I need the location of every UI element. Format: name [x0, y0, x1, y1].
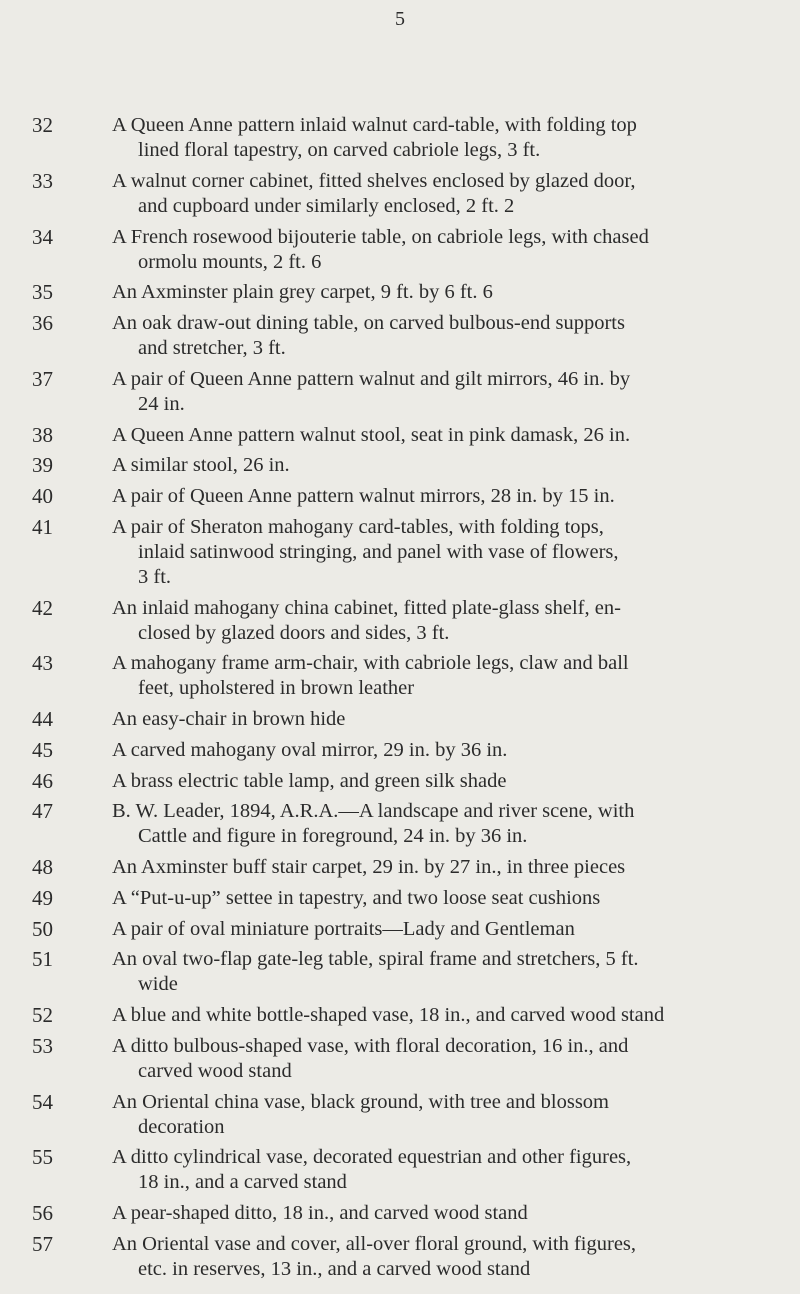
- lot-description: A French rosewood bijouterie table, on cabriole legs, with chased ormolu mounts, 2 ft. 6: [112, 225, 649, 273]
- lot-number: 40: [32, 484, 53, 509]
- lot-number: 36: [32, 311, 53, 336]
- lot-description: A pair of oval miniature portraits—Lady and Gentleman: [112, 917, 575, 940]
- lot-description: A similar stool, 26 in.: [112, 454, 290, 477]
- lot-number: 56: [32, 1201, 53, 1226]
- lot-number: 50: [32, 916, 53, 941]
- lot-number: 52: [32, 1003, 53, 1028]
- lot-description: A pear-shaped ditto, 18 in., and carved wood stand: [112, 1202, 528, 1225]
- lot-description: An Axminster buff stair carpet, 29 in. by 27 in., in three pieces: [112, 856, 626, 879]
- lot-description: A pair of Queen Anne pattern walnut mirrors, 28 in. by 15 in.: [112, 485, 615, 508]
- lot-description: A blue and white bottle-shaped vase, 18 in., and carved wood stand: [112, 1004, 665, 1027]
- lot-number: 47: [32, 799, 53, 824]
- lot-description: A walnut corner cabinet, fitted shelves enclosed by glazed door, and cupboard under similarly enclosed, 2 ft. 2: [112, 169, 636, 217]
- lot-number: 34: [32, 224, 53, 249]
- lot-number: 46: [32, 768, 53, 793]
- lot-number: 48: [32, 855, 53, 880]
- lot-number: 35: [32, 280, 53, 305]
- lot-number: 33: [32, 168, 53, 193]
- lot-description: An oak draw-out dining table, on carved bulbous-end supports and stretcher, 3 ft.: [112, 312, 625, 360]
- lot-number: 44: [32, 707, 53, 732]
- lot-description: An oval two-flap gate-leg table, spiral frame and stretchers, 5 ft. wide: [112, 948, 639, 996]
- lot-number: 51: [32, 947, 53, 972]
- lot-number: 39: [32, 453, 53, 478]
- lot-description: An inlaid mahogany china cabinet, fitted plate-glass shelf, en- closed by glazed doors and sides, 3 ft.: [112, 596, 621, 644]
- lot-description: B. W. Leader, 1894, A.R.A.—A landscape and river scene, with Cattle and figure in foreground, 24 in. by 36 in.: [112, 800, 635, 848]
- lot-description: A “Put-u-up” settee in tapestry, and two loose seat cushions: [112, 886, 601, 909]
- lot-description: A Queen Anne pattern inlaid walnut card-table, with folding top lined floral tapestry, on carved cabriole legs, 3 ft.: [112, 114, 637, 161]
- lot-description: An Oriental vase and cover, all-over floral ground, with figures, etc. in reserves, 13 in., and a carved wood stand: [112, 1233, 637, 1280]
- lot-number: 55: [32, 1145, 53, 1170]
- lot-number: 43: [32, 651, 53, 676]
- lot-description: An Axminster plain grey carpet, 9 ft. by 6 ft. 6: [112, 281, 493, 304]
- lot-description: A ditto cylindrical vase, decorated equestrian and other figures, 18 in., and a carved stand: [112, 1146, 632, 1194]
- lot-description: A carved mahogany oval mirror, 29 in. by 36 in.: [112, 738, 508, 761]
- lot-description: A pair of Sheraton mahogany card-tables, with folding tops, inlaid satinwood stringing, and panel with vase of flowers, 3 ft.: [112, 515, 619, 588]
- lot-number: 37: [32, 366, 53, 391]
- page-number: 5: [395, 8, 405, 30]
- lot-description: An easy-chair in brown hide: [112, 708, 346, 731]
- lot-number: 32: [32, 113, 53, 137]
- lot-number: 49: [32, 885, 53, 910]
- lot-number: 42: [32, 595, 53, 620]
- lot-number: 45: [32, 737, 53, 762]
- lot-number: 41: [32, 514, 53, 539]
- lot-number: 38: [32, 422, 53, 447]
- lot-description: A brass electric table lamp, and green silk shade: [112, 769, 507, 792]
- lot-description: A mahogany frame arm-chair, with cabriole legs, claw and ball feet, upholstered in brown leather: [112, 652, 629, 700]
- lot-number: 57: [32, 1232, 53, 1256]
- lot-description: A Queen Anne pattern walnut stool, seat in pink damask, 26 in.: [112, 423, 631, 446]
- lot-description: An Oriental china vase, black ground, with tree and blossom decoration: [112, 1090, 609, 1138]
- lot-number: 53: [32, 1033, 53, 1058]
- lot-description: A ditto bulbous-shaped vase, with floral decoration, 16 in., and carved wood stand: [112, 1034, 629, 1082]
- lot-description: A pair of Queen Anne pattern walnut and gilt mirrors, 46 in. by 24 in.: [112, 367, 631, 415]
- lot-number: 54: [32, 1089, 53, 1114]
